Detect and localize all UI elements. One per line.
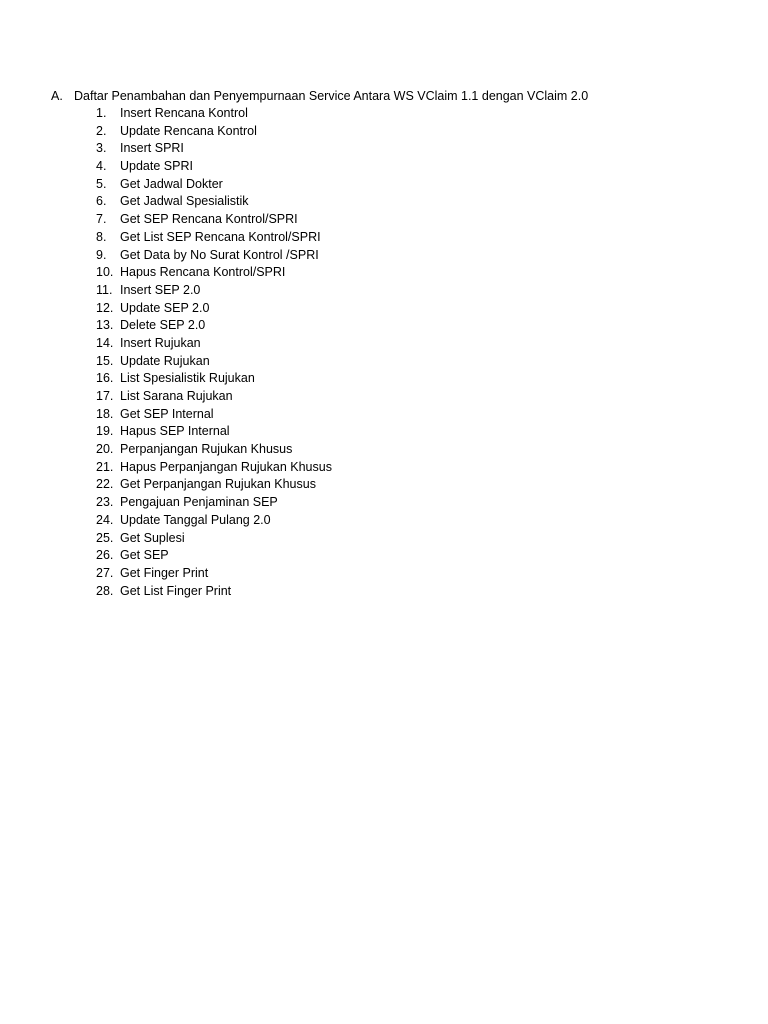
list-item (96, 547, 332, 565)
list-item (96, 406, 332, 424)
list-item (96, 229, 332, 247)
list-item-label: Get Perpanjangan Rujukan Khusus (120, 477, 316, 492)
list-item (96, 423, 332, 441)
list-item-number: 24. (96, 512, 114, 527)
list-item-number: 1. (96, 106, 107, 120)
list-item-number: 6. (96, 194, 107, 209)
list-item-number: 10. (96, 265, 114, 280)
list-item-number: 13. (96, 318, 114, 333)
list-item-number: 2. (96, 123, 107, 138)
list-item (96, 353, 332, 371)
list-item-number: 23. (96, 495, 114, 510)
list-item-label: Hapus Rencana Kontrol/SPRI (120, 265, 286, 280)
section-title: Daftar Penambahan dan Penyempurnaan Service Antara WS VClaim 1.1 dengan VClaim 2.0 (74, 89, 589, 103)
list-item-number: 22. (96, 477, 114, 492)
list-item-label: Update Tanggal Pulang 2.0 (120, 512, 271, 527)
list-item (96, 140, 332, 158)
list-item-label: Get SEP (120, 548, 169, 563)
list-item (96, 370, 332, 388)
list-item-label: Get SEP Rencana Kontrol/SPRI (120, 212, 298, 227)
list-item-label: Pengajuan Penjaminan SEP (120, 495, 278, 510)
service-list (96, 105, 332, 600)
list-item-number: 17. (96, 389, 114, 403)
list-item-number: 4. (96, 159, 107, 174)
list-item-number: 15. (96, 353, 114, 368)
list-item (96, 211, 332, 229)
list-item-label: Insert SEP 2.0 (120, 282, 201, 297)
list-item-label: Get Jadwal Spesialistik (120, 194, 249, 209)
list-item-number: 18. (96, 406, 114, 421)
list-item (96, 335, 332, 353)
list-item (96, 317, 332, 335)
list-item (96, 494, 332, 512)
list-item-number: 9. (96, 247, 107, 262)
list-item-label: Hapus SEP Internal (120, 424, 230, 439)
list-item-number: 12. (96, 300, 114, 315)
list-item (96, 193, 332, 211)
list-item (96, 530, 332, 548)
list-item-number: 3. (96, 141, 107, 156)
section-heading (51, 88, 751, 105)
list-item-number: 14. (96, 335, 114, 350)
section-letter: A. (51, 89, 63, 103)
list-item (96, 459, 332, 477)
list-item-label: Get Data by No Surat Kontrol /SPRI (120, 247, 319, 262)
list-item-label: Get List SEP Rencana Kontrol/SPRI (120, 229, 321, 244)
list-item-number: 26. (96, 548, 114, 563)
list-item (96, 282, 332, 300)
list-item-label: Update SPRI (120, 159, 193, 174)
list-item-label: Perpanjangan Rujukan Khusus (120, 442, 293, 457)
list-item-label: Get List Finger Print (120, 583, 232, 598)
list-item (96, 264, 332, 282)
list-item-label: Insert Rencana Kontrol (120, 106, 248, 120)
list-item-label: Delete SEP 2.0 (120, 318, 206, 333)
list-item-label: Hapus Perpanjangan Rujukan Khusus (120, 459, 332, 474)
list-item-label: List Spesialistik Rujukan (120, 371, 255, 386)
list-item (96, 565, 332, 583)
list-item (96, 158, 332, 176)
list-item (96, 105, 332, 123)
list-item-number: 7. (96, 212, 107, 227)
list-item (96, 476, 332, 494)
list-item (96, 176, 332, 194)
list-item (96, 123, 332, 141)
list-item-number: 25. (96, 530, 114, 545)
list-item-label: List Sarana Rujukan (120, 389, 233, 403)
list-item (96, 300, 332, 318)
list-item-label: Update Rujukan (120, 353, 210, 368)
list-item-number: 19. (96, 424, 114, 439)
list-item (96, 441, 332, 459)
list-item (96, 247, 332, 265)
list-item (96, 388, 332, 406)
list-item-label: Update Rencana Kontrol (120, 123, 257, 138)
list-item-number: 8. (96, 229, 107, 244)
list-item-number: 5. (96, 176, 107, 191)
list-item-label: Update SEP 2.0 (120, 300, 210, 315)
list-item-label: Insert Rujukan (120, 335, 201, 350)
list-item (96, 512, 332, 530)
list-item-label: Get Finger Print (120, 565, 209, 580)
list-item-label: Get Suplesi (120, 530, 185, 545)
list-item-label: Get SEP Internal (120, 406, 214, 421)
list-item-number: 16. (96, 371, 114, 386)
list-item-number: 21. (96, 459, 114, 474)
list-item-label: Insert SPRI (120, 141, 184, 156)
list-item-number: 27. (96, 565, 114, 580)
list-item-number: 28. (96, 583, 114, 598)
list-item-label: Get Jadwal Dokter (120, 176, 223, 191)
list-item-number: 20. (96, 442, 114, 457)
list-item-number: 11. (96, 282, 113, 297)
list-item (96, 583, 332, 601)
